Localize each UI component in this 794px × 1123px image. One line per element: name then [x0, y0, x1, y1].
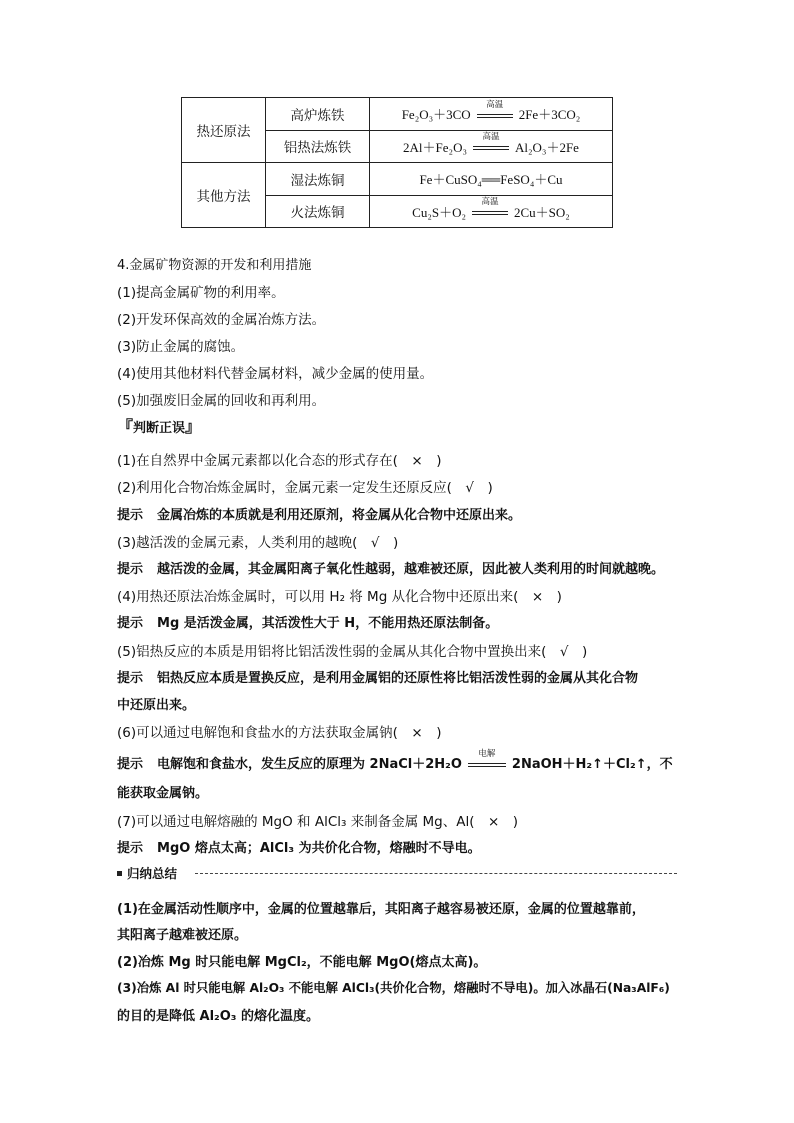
summary-item-3: (3)冶炼 Al 时只能电解 Al₂O₃ 不能电解 AlCl₃(共价化合物，熔融时不导电)。加入冰晶石(Na₃AlF₆): [117, 981, 670, 995]
reaction-condition: 高温: [482, 132, 500, 143]
hint-7: [117, 837, 481, 856]
hint-text: Mg 是活泼金属，其活泼性大于 H，不能用热还原法制备。: [157, 616, 499, 631]
method-cell: 其他方法: [182, 163, 266, 228]
hint-text: 电解饱和食盐水，发生反应的原理为 2NaCl＋2H₂O: [157, 757, 462, 772]
question-7: (7)可以通过电解熔融的 MgO 和 AlCl₃ 来制备金属 Mg、Al( × ): [117, 814, 519, 830]
dashed-divider: [195, 873, 677, 874]
list-item: (1)提高金属矿物的利用率。: [117, 285, 285, 301]
summary-item-2: (2)冶炼 Mg 时只能电解 MgCl₂，不能电解 MgO(熔点太高)。: [117, 955, 487, 970]
summary-item-1-continued: 其阳离子越难被还原。: [117, 928, 248, 943]
equation-full: Fe＋CuSO₄══FeSO₄＋Cu: [419, 172, 563, 188]
judge-title: 判断正误: [133, 421, 186, 436]
table-row: [182, 98, 613, 131]
reaction-condition: 高温: [486, 99, 504, 110]
reaction-condition: 高温: [481, 197, 499, 208]
question-1: (1)在自然界中金属元素都以化合态的形式存在( × ): [117, 453, 442, 469]
equation-cell: [370, 130, 613, 163]
reaction-arrow: [472, 197, 508, 219]
question-3: (3)越活泼的金属元素，人类利用的越晚( √ ): [117, 535, 399, 551]
reaction-arrow: [468, 748, 506, 771]
square-bullet-icon: [117, 871, 122, 876]
reaction-arrow: [477, 99, 513, 122]
list-item: (2)开发环保高效的金属冶炼方法。: [117, 312, 326, 328]
hint-label: 提示: [117, 757, 144, 772]
hint-6-continued: 能获取金属钠。: [117, 786, 209, 801]
equation-rhs: 2Fe＋3CO₂: [518, 107, 581, 123]
process-cell: 湿法炼铜: [266, 163, 370, 196]
equation-lhs: Cu₂S＋O₂: [412, 204, 467, 220]
smelting-methods-table: [181, 97, 613, 228]
equation-cell: [370, 195, 613, 228]
equation-cell: [370, 98, 613, 131]
reaction-arrow: [473, 132, 509, 154]
hint-4: [117, 612, 498, 631]
equation-rhs: Al₂O₃＋2Fe: [515, 139, 579, 155]
hint-5-continued: 中还原出来。: [117, 698, 196, 713]
hint-label: 提示: [117, 616, 144, 631]
hint-label: 提示: [117, 562, 144, 577]
bracket-close-icon: 』: [185, 417, 202, 436]
summary-item-3-continued: 的目的是降低 Al₂O₃ 的熔化温度。: [117, 1009, 320, 1024]
question-4: (4)用热还原法冶炼金属时，可以用 H₂ 将 Mg 从化合物中还原出来( × ): [117, 589, 562, 605]
hint-label: 提示: [117, 508, 144, 523]
process-cell: 铝热法炼铁: [266, 130, 370, 163]
question-5: (5)铝热反应的本质是用铝将比铝活泼性弱的金属从其化合物中置换出来( √ ): [117, 644, 588, 660]
equation-rhs: 2Cu＋SO₂: [514, 204, 570, 220]
hint-2: [117, 504, 521, 523]
method-cell: 热还原法: [182, 98, 266, 163]
hint-6: [117, 748, 673, 772]
hint-label: 提示: [117, 671, 144, 686]
judge-heading: [117, 414, 201, 437]
table-row: [182, 163, 613, 196]
summary-heading: [117, 864, 677, 882]
equation-lhs: Fe₂O₃＋3CO: [401, 107, 471, 123]
hint-3: [117, 558, 664, 577]
summary-item-1: (1)在金属活动性顺序中，金属的位置越靠后，其阳离子越容易被还原，金属的位置越靠前，: [117, 902, 645, 917]
section-title: 4.金属矿物资源的开发和利用措施: [117, 258, 312, 273]
bracket-open-icon: 『: [117, 417, 134, 436]
question-6: (6)可以通过电解饱和食盐水的方法获取金属钠( × ): [117, 725, 442, 741]
hint-5: [117, 667, 638, 686]
hint-text: 2NaOH＋H₂↑＋Cl₂↑，不: [511, 757, 673, 772]
question-2: (2)利用化合物冶炼金属时，金属元素一定发生还原反应( √ ): [117, 480, 493, 496]
process-cell: 火法炼铜: [266, 195, 370, 228]
equation-lhs: 2Al＋Fe₂O₃: [403, 139, 467, 155]
reaction-condition: 电解: [478, 748, 496, 759]
hint-text: 金属冶炼的本质就是利用还原剂，将金属从化合物中还原出来。: [157, 508, 522, 523]
hint-text: MgO 熔点太高；AlCl₃ 为共价化合物，熔融时不导电。: [157, 841, 481, 856]
equation-cell: [370, 163, 613, 196]
hint-text: 越活泼的金属，其金属阳离子氧化性越弱，越难被还原，因此被人类利用的时间就越晚。: [157, 562, 665, 577]
hint-label: 提示: [117, 841, 144, 856]
summary-title: 归纳总结: [127, 866, 178, 881]
hint-text: 铝热反应本质是置换反应，是利用金属铝的还原性将比铝活泼性弱的金属从其化合物: [157, 671, 639, 686]
list-item: (5)加强废旧金属的回收和再利用。: [117, 393, 326, 409]
list-item: (3)防止金属的腐蚀。: [117, 339, 245, 355]
process-cell: 高炉炼铁: [266, 98, 370, 131]
list-item: (4)使用其他材料代替金属材料，减少金属的使用量。: [117, 366, 434, 382]
